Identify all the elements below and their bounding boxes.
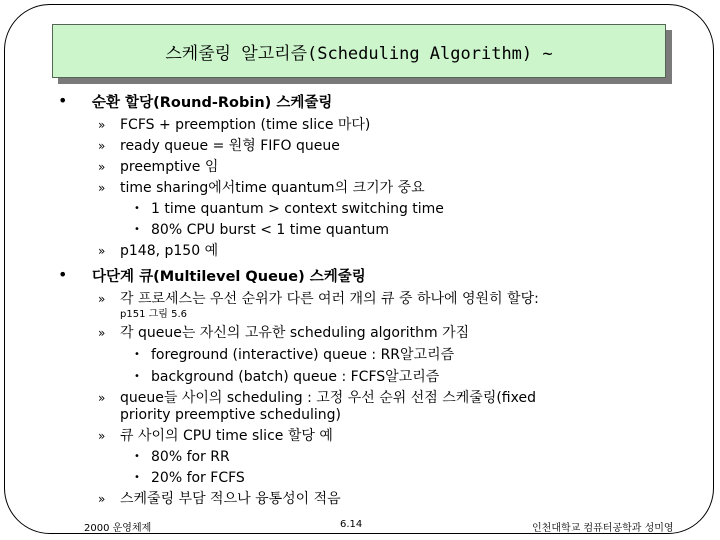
item-mark: » [98,429,106,443]
sub-list-item: 80% CPU burst < 1 time quantum [151,222,390,238]
sub-item-dot: • [134,371,140,382]
item-mark: » [98,118,106,132]
item-mark: » [98,492,106,506]
footer-course: 2000 운영체제 [84,523,152,534]
sub-list-item: 80% for RR [151,449,230,465]
item-mark: » [98,326,106,340]
item-mark: » [98,244,106,258]
sub-list-item: foreground (interactive) queue : RR알고리즘 [151,347,455,363]
section-heading-multilevel-queue: 다단계 큐(Multilevel Queue) 스케줄링 [92,269,366,285]
list-item: 각 프로세스는 우선 순위가 다른 여러 개의 큐 중 하나에 영원히 할당: [120,291,539,307]
list-item: queue들 사이의 scheduling : 고정 우선 순위 선점 스케줄링(fixed [120,390,536,406]
footer-page-number: 6.14 [340,519,363,530]
footer-author: 인천대학교 컴퓨터공학과 성미영 [532,523,674,534]
sub-item-dot: • [134,472,140,483]
slide-title: 스케줄링 알고리즘(Scheduling Algorithm) ~ [165,43,553,64]
sub-item-dot: • [134,349,140,360]
section-bullet: • [58,265,68,284]
list-item-continuation: priority preemptive scheduling) [120,407,342,423]
section-bullet: • [58,91,68,110]
sub-item-dot: • [134,224,140,235]
sub-list-item: 1 time quantum > context switching time [151,201,444,217]
section-heading-round-robin: 순환 할당(Round-Robin) 스케줄링 [92,95,333,111]
list-item: ready queue = 원형 FIFO queue [120,138,340,154]
list-item: 큐 사이의 CPU time slice 할당 예 [120,428,333,444]
list-item: FCFS + preemption (time slice 마다) [120,117,371,133]
list-item: p148, p150 예 [120,243,219,259]
sub-list-item: background (batch) queue : FCFS알고리즘 [151,369,440,385]
item-mark: » [98,391,106,405]
list-item: 스케줄링 부담 적으나 융통성이 적음 [120,491,341,507]
slide-title-box [52,24,666,78]
figure-reference: p151 그림 5.6 [120,309,188,320]
list-item: preemptive 임 [120,159,219,175]
item-mark: » [98,139,106,153]
item-mark: » [98,160,106,174]
list-item: 각 queue는 자신의 고유한 scheduling algorithm 가짐 [120,325,470,341]
sub-item-dot: • [134,203,140,214]
sub-item-dot: • [134,451,140,462]
sub-list-item: 20% for FCFS [151,470,245,486]
item-mark: » [98,181,106,195]
item-mark: » [98,292,106,306]
list-item: time sharing에서time quantum의 크기가 중요 [120,180,425,196]
